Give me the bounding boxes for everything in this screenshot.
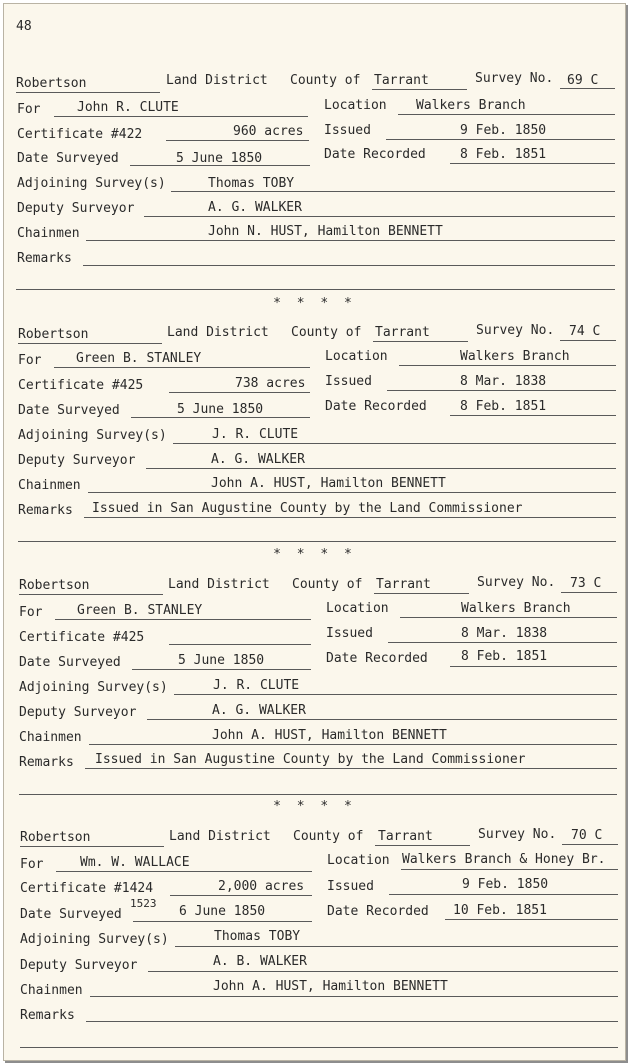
certificate-label: Certificate #425	[19, 630, 145, 645]
fill-line	[86, 240, 615, 241]
remarks-label: Remarks	[18, 503, 73, 518]
date-recorded-label: Date Recorded	[325, 399, 427, 414]
fill-line	[83, 265, 615, 266]
fill-line	[20, 846, 164, 847]
adjoining-value: J. R. CLUTE	[212, 427, 299, 442]
for-value: John R. CLUTE	[77, 100, 179, 115]
adjoining-label: Adjoining Survey(s)	[20, 932, 169, 947]
county-label: County of	[291, 325, 362, 340]
adjoining-label: Adjoining Survey(s)	[19, 680, 168, 695]
fill-line	[562, 844, 618, 845]
fill-line	[373, 341, 468, 342]
certificate-value: #1424	[113, 881, 154, 896]
for-value: Wm. W. WALLACE	[80, 855, 190, 870]
county-value: Tarrant	[376, 577, 431, 592]
deputy-label: Deputy Surveyor	[20, 958, 138, 973]
date-recorded-value: 8 Feb. 1851	[460, 399, 547, 414]
fill-line	[130, 165, 310, 166]
date-surveyed-label: Date Surveyed	[20, 907, 122, 922]
fill-line	[144, 216, 615, 217]
for-label: For	[17, 102, 41, 117]
location-label: Location	[324, 98, 387, 113]
fill-line	[398, 114, 615, 115]
fill-line	[170, 895, 312, 896]
fill-line	[131, 417, 310, 418]
certificate-value: #422	[110, 127, 143, 142]
county-label: County of	[293, 829, 364, 844]
county-value: Tarrant	[375, 325, 430, 340]
county-value: Tarrant	[378, 829, 433, 844]
acres-value: 960 acres	[233, 124, 304, 139]
fill-line	[450, 666, 617, 667]
certificate-label: Certificate #422	[17, 127, 143, 142]
district-value: Robertson	[19, 578, 90, 593]
fill-line	[375, 845, 470, 846]
county-value: Tarrant	[374, 73, 429, 88]
fill-line	[374, 593, 469, 594]
chainmen-value: John A. HUST, Hamilton BENNETT	[212, 728, 447, 743]
certificate-label: Certificate #1424	[20, 881, 154, 896]
fill-line	[54, 116, 308, 117]
district-value: Robertson	[16, 76, 87, 91]
date-surveyed-value: 5 June 1850	[177, 402, 264, 417]
survey-no-value: 70 C	[571, 828, 603, 843]
fill-line	[169, 644, 311, 645]
date-recorded-value: 10 Feb. 1851	[453, 903, 547, 918]
issued-value: 8 Mar. 1838	[460, 374, 547, 389]
land-district-label: Land District	[166, 73, 268, 88]
issued-value: 9 Feb. 1850	[460, 123, 547, 138]
county-label: County of	[292, 577, 363, 592]
fill-line	[90, 996, 618, 997]
fill-line	[89, 744, 617, 745]
location-value: Walkers Branch	[461, 601, 571, 616]
location-value: Walkers Branch	[460, 349, 570, 364]
for-value: Green B. STANLEY	[77, 603, 203, 618]
deputy-value: A. G. WALKER	[212, 703, 306, 718]
adjoining-value: Thomas TOBY	[208, 176, 295, 191]
fill-line	[56, 871, 312, 872]
fill-line	[389, 894, 618, 895]
for-value: Green B. STANLEY	[76, 351, 202, 366]
fill-line	[148, 971, 618, 972]
certificate-value: #425	[111, 378, 144, 393]
adjoining-value: Thomas TOBY	[214, 929, 301, 944]
date-surveyed-label: Date Surveyed	[19, 655, 121, 670]
land-district-label: Land District	[167, 325, 269, 340]
chainmen-label: Chainmen	[18, 478, 81, 493]
land-district-label: Land District	[169, 829, 271, 844]
date-recorded-label: Date Recorded	[327, 904, 429, 919]
survey-no-label: Survey No.	[477, 575, 556, 590]
fill-line	[401, 869, 618, 870]
fill-line	[16, 289, 615, 290]
chainmen-label: Chainmen	[20, 983, 83, 998]
fill-line	[133, 921, 312, 922]
date-surveyed-label: Date Surveyed	[18, 403, 120, 418]
fill-line	[147, 719, 617, 720]
county-label: County of	[290, 73, 361, 88]
chainmen-value: John A. HUST, Hamilton BENNETT	[213, 979, 448, 994]
date-surveyed-value: 6 June 1850	[179, 904, 266, 919]
for-label: For	[19, 605, 43, 620]
date-surveyed-label: Date Surveyed	[17, 151, 119, 166]
land-district-label: Land District	[168, 577, 270, 592]
issued-label: Issued	[327, 879, 374, 894]
date-recorded-label: Date Recorded	[326, 651, 428, 666]
adjoining-label: Adjoining Survey(s)	[17, 176, 166, 191]
fill-line	[132, 669, 311, 670]
issued-value: 8 Mar. 1838	[461, 626, 548, 641]
fill-line	[174, 694, 617, 695]
chainmen-value: John A. HUST, Hamilton BENNETT	[211, 476, 446, 491]
location-label: Location	[326, 601, 389, 616]
date-recorded-label: Date Recorded	[324, 147, 426, 162]
survey-no-label: Survey No.	[478, 827, 557, 842]
remarks-value: Issued in San Augustine County by the Land Commissioner	[92, 501, 523, 516]
certificate-label: Certificate #425	[18, 378, 144, 393]
fill-line	[450, 163, 615, 164]
chainmen-label: Chainmen	[17, 226, 80, 241]
for-label: For	[20, 857, 44, 872]
fill-line	[19, 594, 163, 595]
certificate-value: #425	[112, 630, 145, 645]
fill-line	[88, 492, 616, 493]
deputy-label: Deputy Surveyor	[18, 453, 136, 468]
fill-line	[19, 794, 617, 795]
fill-line	[146, 468, 616, 469]
record-separator: * * * *	[273, 296, 356, 311]
issued-label: Issued	[326, 626, 373, 641]
fill-line	[561, 592, 617, 593]
survey-no-value: 74 C	[569, 324, 601, 339]
survey-no-label: Survey No.	[476, 323, 555, 338]
remarks-label: Remarks	[17, 251, 72, 266]
date-surveyed-value: 5 June 1850	[176, 151, 263, 166]
fill-line	[386, 139, 615, 140]
fill-line	[372, 89, 467, 90]
location-value: Walkers Branch	[416, 98, 526, 113]
fill-line	[560, 340, 616, 341]
document-page	[3, 3, 626, 1061]
adjoining-value: J. R. CLUTE	[213, 678, 300, 693]
fill-line	[450, 415, 616, 416]
survey-no-value: 69 C	[567, 73, 599, 88]
survey-no-value: 73 C	[570, 576, 602, 591]
chainmen-value: John N. HUST, Hamilton BENNETT	[208, 224, 443, 239]
deputy-value: A. G. WALKER	[208, 200, 302, 215]
fill-line	[54, 367, 310, 368]
chainmen-label: Chainmen	[19, 730, 82, 745]
fill-line	[560, 88, 615, 89]
date-recorded-value: 8 Feb. 1851	[461, 649, 548, 664]
fill-line	[388, 642, 617, 643]
record-separator: * * * *	[273, 547, 356, 562]
deputy-label: Deputy Surveyor	[19, 705, 137, 720]
fill-line	[55, 619, 311, 620]
district-value: Robertson	[18, 327, 89, 342]
issued-value: 9 Feb. 1850	[462, 877, 549, 892]
fill-line	[18, 541, 616, 542]
survey-no-label: Survey No.	[475, 71, 554, 86]
location-label: Location	[327, 853, 390, 868]
certificate-correction: 1523	[130, 897, 157, 910]
issued-label: Issued	[325, 374, 372, 389]
acres-value: 2,000 acres	[218, 879, 305, 894]
fill-line	[387, 390, 616, 391]
fill-line	[399, 365, 616, 366]
location-label: Location	[325, 349, 388, 364]
fill-line	[16, 92, 160, 93]
fill-line	[171, 191, 615, 192]
fill-line	[18, 343, 162, 344]
fill-line	[445, 919, 618, 920]
issued-label: Issued	[324, 123, 371, 138]
fill-line	[84, 517, 616, 518]
location-value: Walkers Branch & Honey Br.	[402, 852, 606, 867]
remarks-value: Issued in San Augustine County by the Land Commissioner	[95, 752, 526, 767]
remarks-label: Remarks	[19, 755, 74, 770]
fill-line	[175, 946, 618, 947]
date-recorded-value: 8 Feb. 1851	[460, 147, 547, 162]
district-value: Robertson	[20, 830, 91, 845]
deputy-label: Deputy Surveyor	[17, 201, 135, 216]
deputy-value: A. G. WALKER	[211, 452, 305, 467]
fill-line	[173, 443, 616, 444]
adjoining-label: Adjoining Survey(s)	[18, 428, 167, 443]
remarks-label: Remarks	[20, 1008, 75, 1023]
fill-line	[85, 768, 617, 769]
fill-line	[20, 1047, 618, 1048]
fill-line	[166, 140, 309, 141]
fill-line	[169, 392, 310, 393]
for-label: For	[18, 353, 42, 368]
record-separator: * * * *	[273, 799, 356, 814]
deputy-value: A. B. WALKER	[213, 954, 307, 969]
page-number: 48	[16, 19, 32, 34]
fill-line	[86, 1021, 618, 1022]
fill-line	[400, 617, 617, 618]
date-surveyed-value: 5 June 1850	[178, 653, 265, 668]
acres-value: 738 acres	[235, 376, 306, 391]
